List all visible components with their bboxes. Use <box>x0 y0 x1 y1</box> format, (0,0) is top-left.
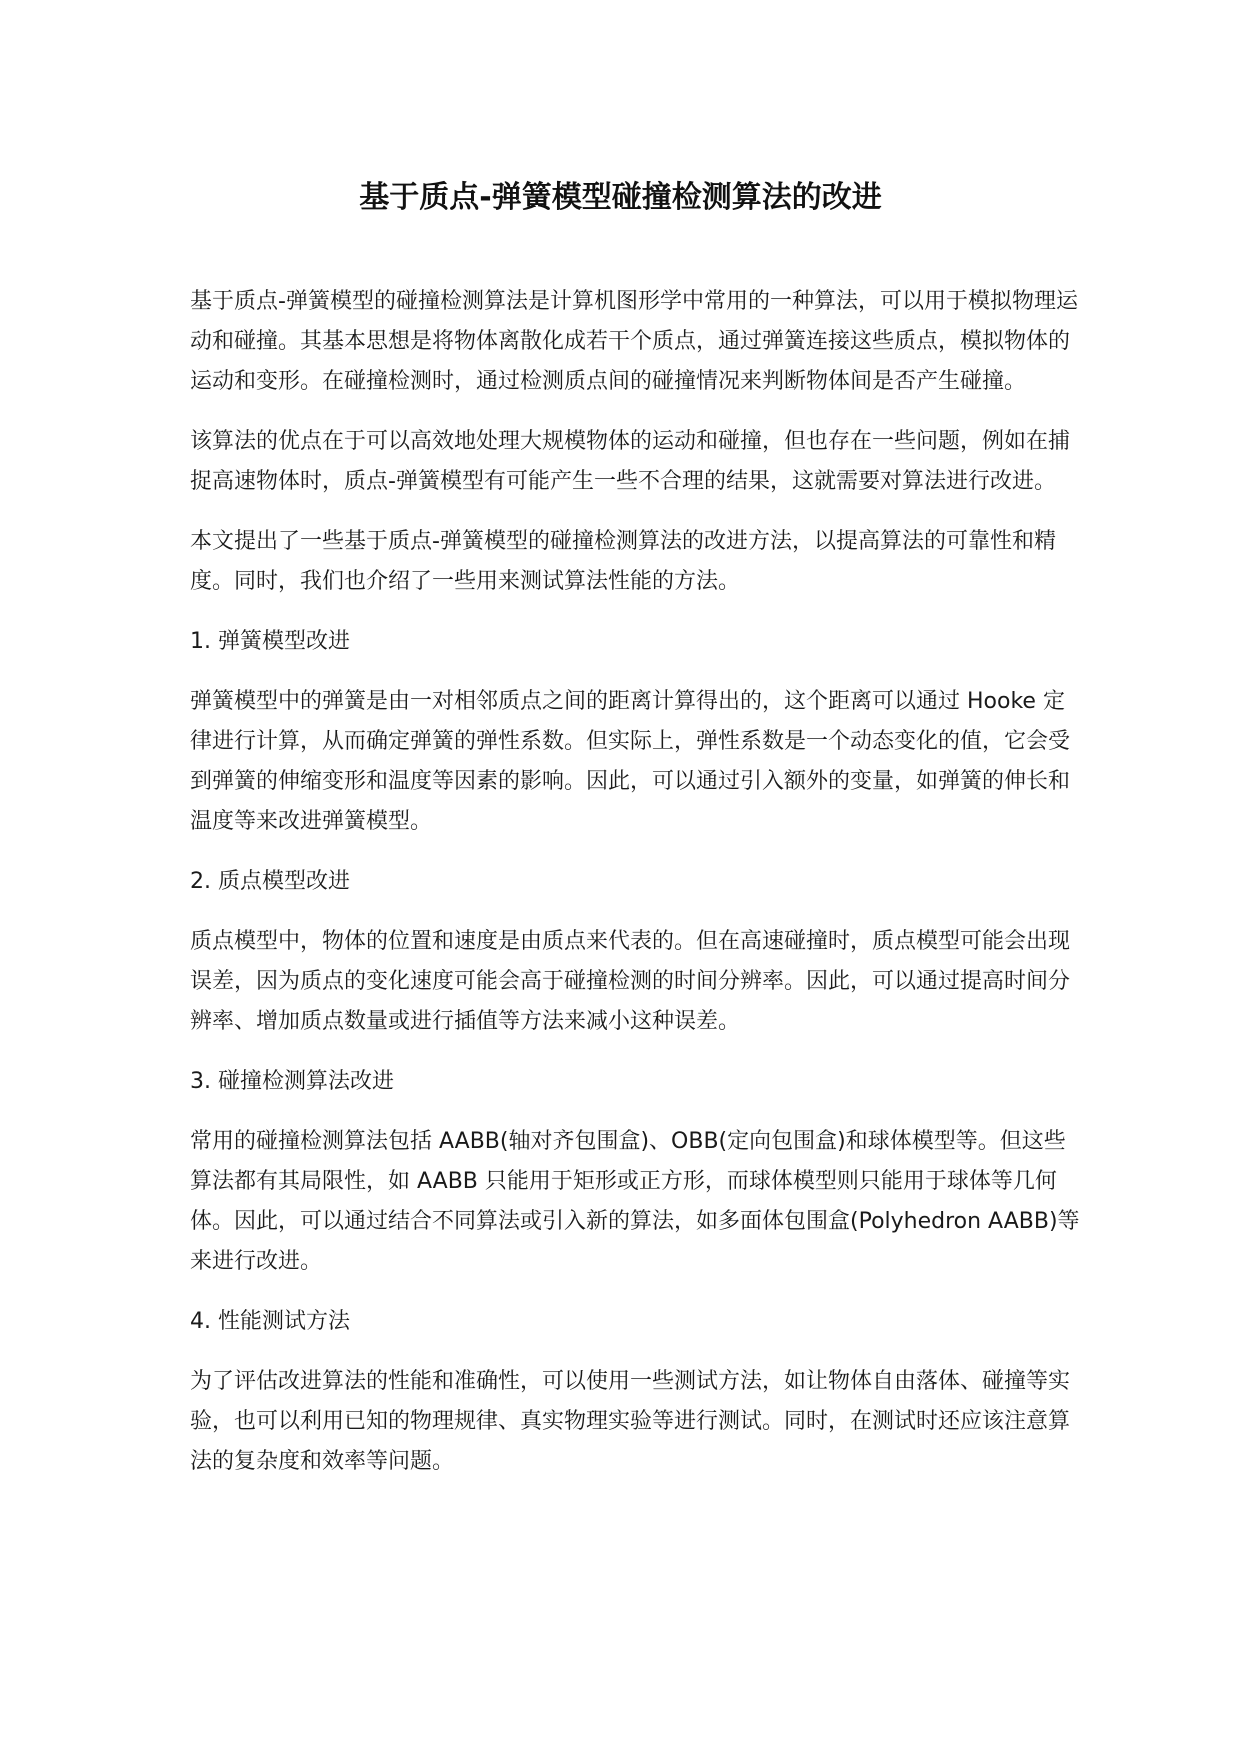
paragraph: 该算法的优点在于可以高效地处理大规模物体的运动和碰撞，但也存在一些问题，例如在捕捉高速物体时，质点-弹簧模型有可能产生一些不合理的结果，这就需要对算法进行改进。 <box>190 429 1071 494</box>
section-heading: 1. 弹簧模型改进 <box>190 629 350 654</box>
document-body <box>190 282 1080 1502</box>
paragraph: 质点模型中，物体的位置和速度是由质点来代表的。但在高速碰撞时，质点模型可能会出现误差，因为质点的变化速度可能会高于碰撞检测的时间分辨率。因此，可以通过提高时间分辨率、增加质点数量或进行插值等方法来减小这种误差。 <box>190 929 1071 1034</box>
section-heading: 4. 性能测试方法 <box>190 1309 350 1334</box>
paragraph: 常用的碰撞检测算法包括 AABB(轴对齐包围盒)、OBB(定向包围盒)和球体模型等。但这些算法都有其局限性，如 AABB 只能用于矩形或正方形，而球体模型则只能用于球体等几何体。因此，可以通过结合不同算法或引入新的算法，如多面体包围盒(Polyhedron AABB)等来进行改进。 <box>190 1129 1080 1274</box>
document-title: 基于质点-弹簧模型碰撞检测算法的改进 <box>359 180 882 215</box>
paragraph: 本文提出了一些基于质点-弹簧模型的碰撞检测算法的改进方法，以提高算法的可靠性和精度。同时，我们也介绍了一些用来测试算法性能的方法。 <box>190 529 1056 594</box>
paragraph: 弹簧模型中的弹簧是由一对相邻质点之间的距离计算得出的，这个距离可以通过 Hooke 定律进行计算，从而确定弹簧的弹性系数。但实际上，弹性系数是一个动态变化的值，它会受到弹簧的伸缩变形和温度等因素的影响。因此，可以通过引入额外的变量，如弹簧的伸长和温度等来改进弹簧模型。 <box>190 689 1071 834</box>
paragraph: 基于质点-弹簧模型的碰撞检测算法是计算机图形学中常用的一种算法，可以用于模拟物理运动和碰撞。其基本思想是将物体离散化成若干个质点，通过弹簧连接这些质点，模拟物体的运动和变形。在碰撞检测时，通过检测质点间的碰撞情况来判断物体间是否产生碰撞。 <box>190 289 1078 394</box>
paragraph: 为了评估改进算法的性能和准确性，可以使用一些测试方法，如让物体自由落体、碰撞等实验，也可以利用已知的物理规律、真实物理实验等进行测试。同时，在测试时还应该注意算法的复杂度和效率等问题。 <box>190 1369 1071 1474</box>
section-heading: 3. 碰撞检测算法改进 <box>190 1069 394 1094</box>
section-heading: 2. 质点模型改进 <box>190 869 350 894</box>
